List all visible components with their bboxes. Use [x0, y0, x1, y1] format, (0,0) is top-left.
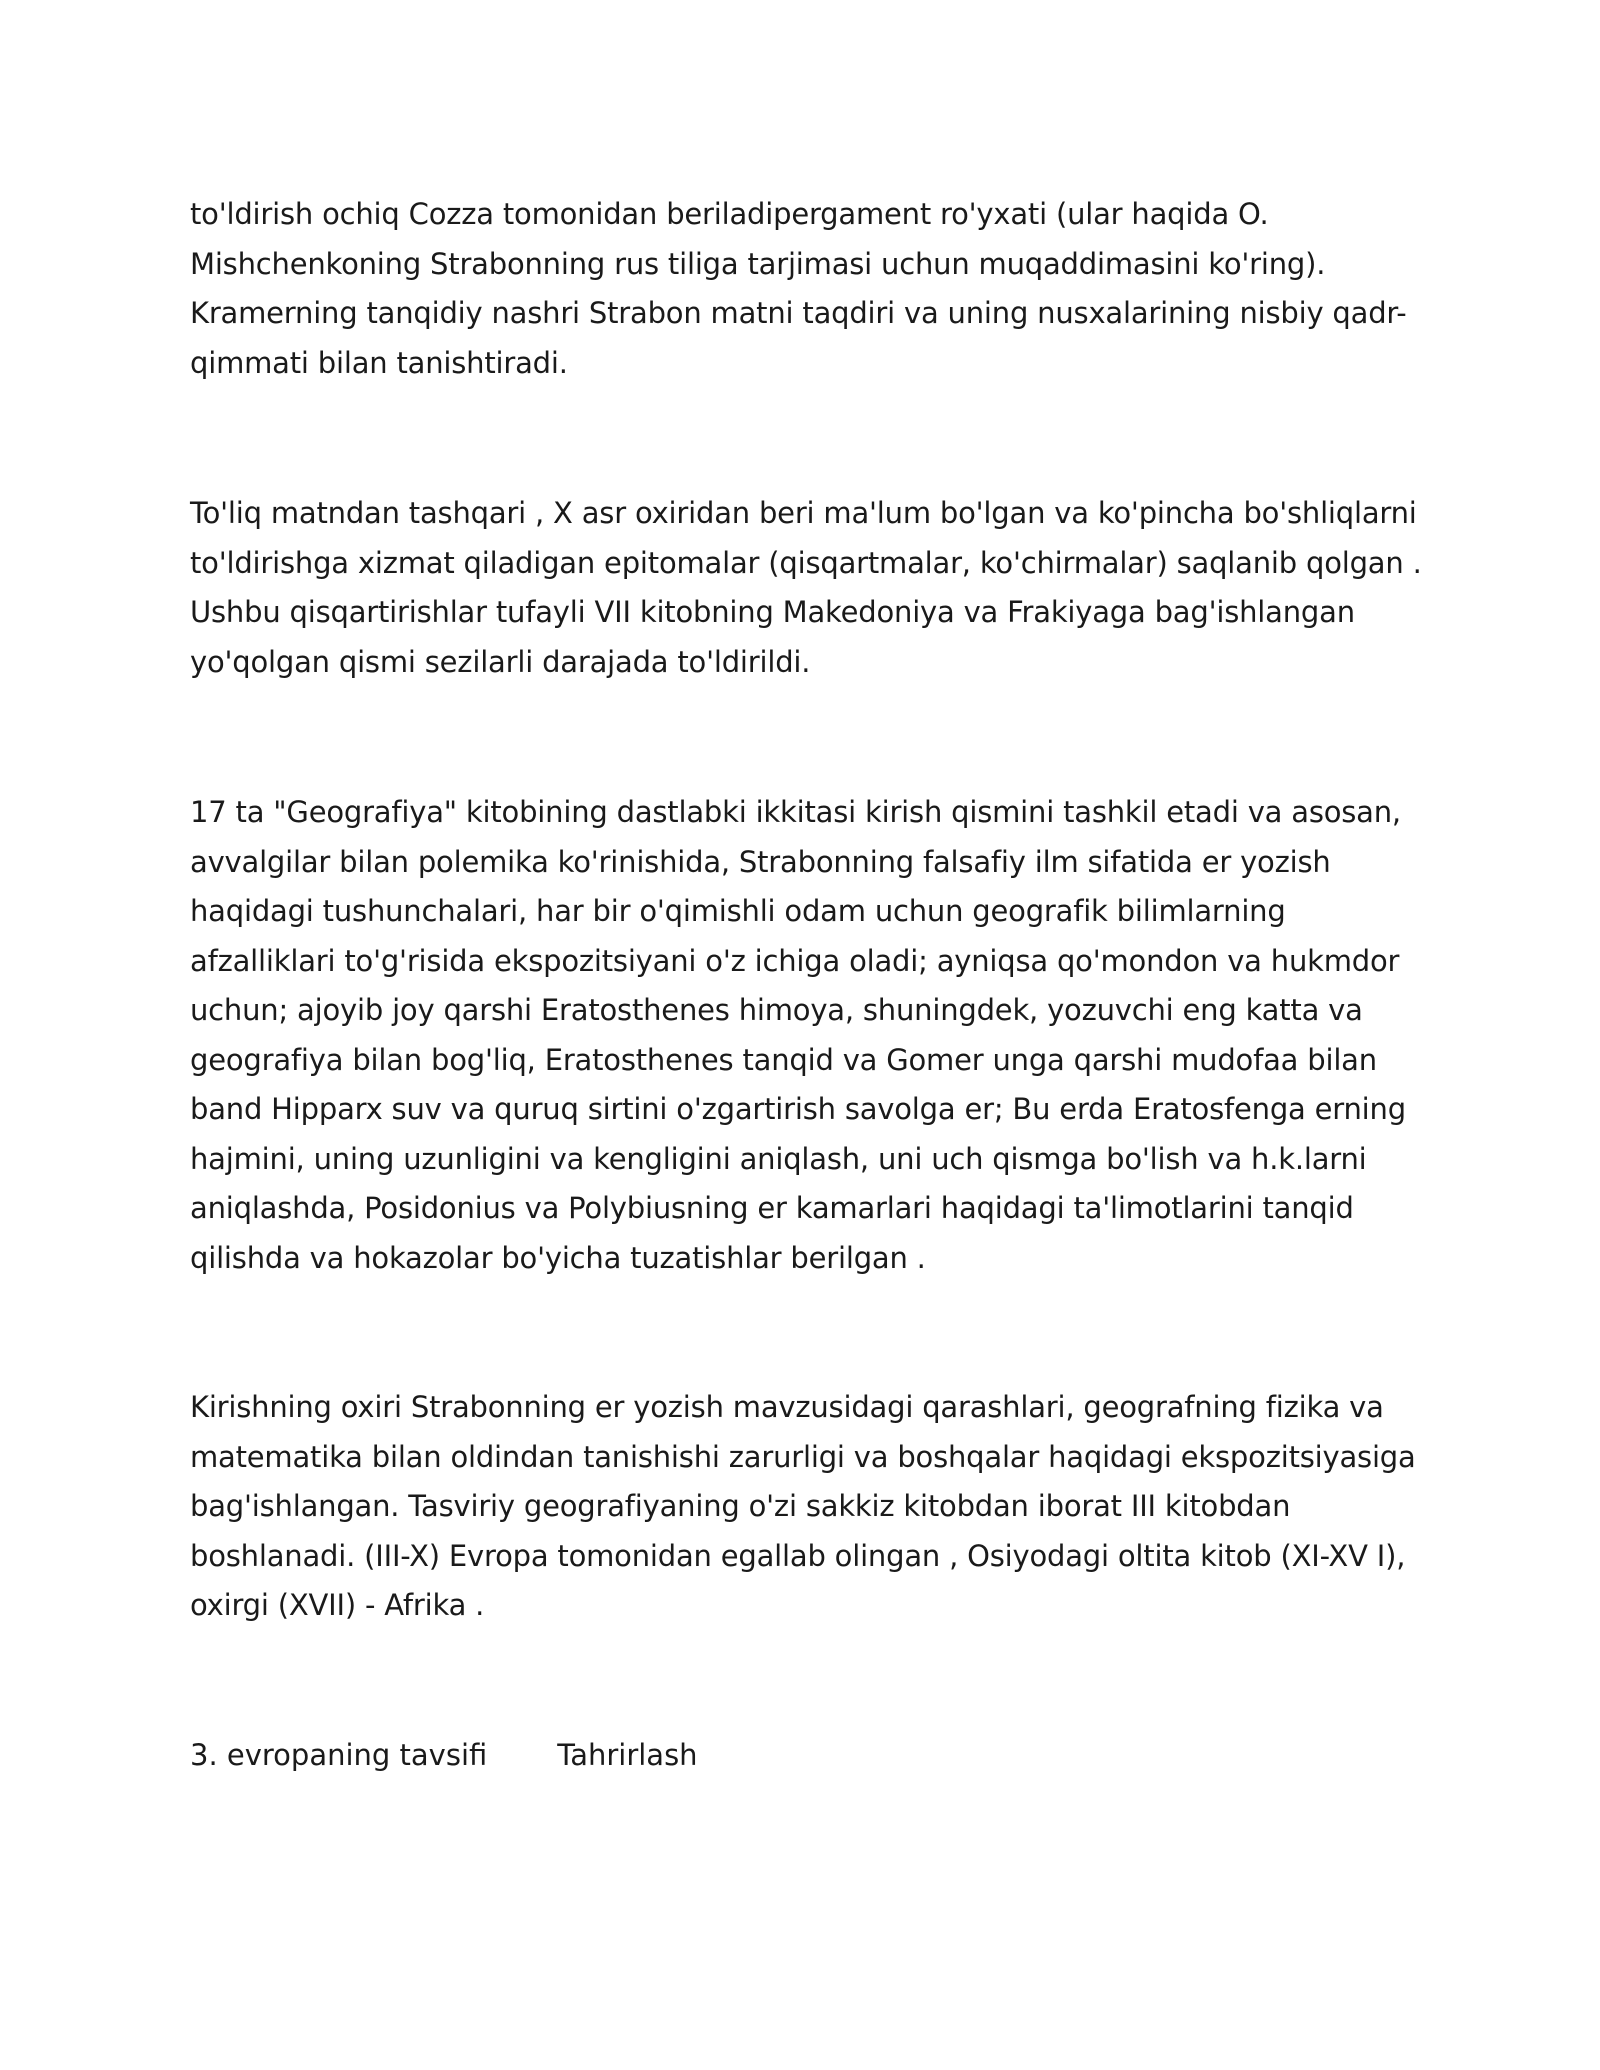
- section-heading: [190, 1731, 1430, 1781]
- paragraph-1: to'ldirish ochiq Cozza tomonidan beriladipergament ro'yxati (ular haqida O. Mishchenkoning Strabonning rus tiliga tarjimasi uchun muqaddimasini ko'ring). Kramerning tanqidiy nashri Strabon matni taqdiri va uning nusxalarining nisbiy qadr-qimmati bilan tanishtiradi.: [190, 197, 1407, 380]
- document-page: [190, 190, 1430, 1780]
- edit-link[interactable]: Tahrirlash: [557, 1737, 698, 1772]
- paragraph-2: To'liq matndan tashqari , X asr oxiridan beri ma'lum bo'lgan va ko'pincha bo'shliqlarni to'ldirishga xizmat qiladigan epitomalar (qisqartmalar, ko'chirmalar) saqlanib qolgan . Ushbu qisqartirishlar tufayli VII kitobning Makedoniya va Frakiyaga bag'ishlangan yo'qolgan qismi sezilarli darajada to'ldirildi.: [190, 496, 1422, 679]
- paragraph-3: 17 ta "Geografiya" kitobining dastlabki ikkitasi kirish qismini tashkil etadi va asosan, avvalgilar bilan polemika ko'rinishida, Strabonning falsafiy ilm sifatida er yozish haqidagi tushunchalari, har bir o'qimishli odam uchun geografik bilimlarning afzalliklari to'g'risida ekspozitsiyani o'z ichiga oladi; ayniqsa qo'mondon va hukmdor uchun; ajoyib joy qarshi Eratosthenes himoya, shuningdek, yozuvchi eng katta va geografiya bilan bog'liq, Eratosthenes tanqid va Gomer unga qarshi mudofaa bilan band Hipparx suv va quruq sirtini o'zgartirish savolga er; Bu erda Eratosfenga erning hajmini, uning uzunligini va kengligini aniqlash, uni uch qismga bo'lish va h.k.larni aniqlashda, Posidonius va Polybiusning er kamarlari haqidagi ta'limotlarini tanqid qilishda va hokazolar bo'yicha tuzatishlar berilgan .: [190, 795, 1406, 1275]
- section-title: 3. evropaning tavsifi: [190, 1737, 488, 1772]
- paragraph-4: Kirishning oxiri Strabonning er yozish mavzusidagi qarashlari, geografning fizika va matematika bilan oldindan tanishishi zarurligi va boshqalar haqidagi ekspozitsiyasiga bag'ishlangan. Tasviriy geografiyaning o'zi sakkiz kitobdan iborat III kitobdan boshlanadi. (III-X) Evropa tomonidan egallab olingan , Osiyodagi oltita kitob (XI-XV I), oxirgi (XVII) - Afrika .: [190, 1390, 1416, 1622]
